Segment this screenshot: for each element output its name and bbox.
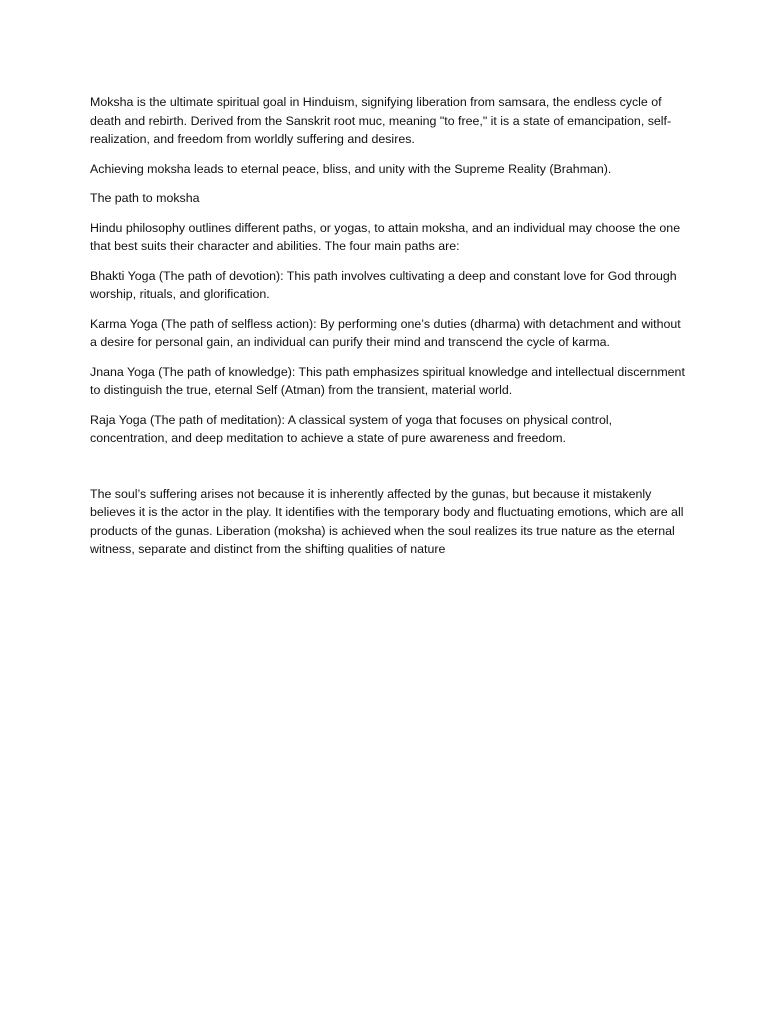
paragraph-moksha-result: Achieving moksha leads to eternal peace, bliss, and unity with the Supreme Reality (Brahman). — [90, 161, 612, 176]
paragraph-soul-suffering: The soul’s suffering arises not because it is inherently affected by the gunas, but because it mistakenly believes it is the actor in the play. It identifies with the temporary body and fluctuating emotions, which are all products of the gunas. Liberation (moksha) is achieved when the soul realizes its true nature as the eternal witness, separate and distinct from the shifting qualities of nature — [90, 486, 684, 556]
paragraph-jnana-yoga: Jnana Yoga (The path of knowledge): This path emphasizes spiritual knowledge and intellectual discernment to distinguish the true, eternal Self (Atman) from the transient, material world. — [90, 364, 685, 397]
document-body — [90, 93, 688, 570]
paragraph-bhakti-yoga: Bhakti Yoga (The path of devotion): This path involves cultivating a deep and constant love for God through worship, rituals, and glorification. — [90, 268, 677, 301]
paragraph-moksha-definition: Moksha is the ultimate spiritual goal in Hinduism, signifying liberation from samsara, the endless cycle of death and rebirth. Derived from the Sanskrit root muc, meaning "to free," it is a state of emancipation, self-realization, and freedom from worldly suffering and desires. — [90, 95, 672, 146]
section-heading-path-to-moksha: The path to moksha — [90, 191, 200, 205]
paragraph-karma-yoga: Karma Yoga (The path of selfless action): By performing one’s duties (dharma) with detachment and without a desire for personal gain, an individual can purify their mind and transcend the cycle of karma. — [90, 316, 681, 349]
paragraph-raja-yoga: Raja Yoga (The path of meditation): A classical system of yoga that focuses on physical control, concentration, and deep meditation to achieve a state of pure awareness and freedom. — [90, 412, 613, 445]
paragraph-paths-intro: Hindu philosophy outlines different paths, or yogas, to attain moksha, and an individual may choose the one that best suits their character and abilities. The four main paths are: — [90, 220, 681, 253]
